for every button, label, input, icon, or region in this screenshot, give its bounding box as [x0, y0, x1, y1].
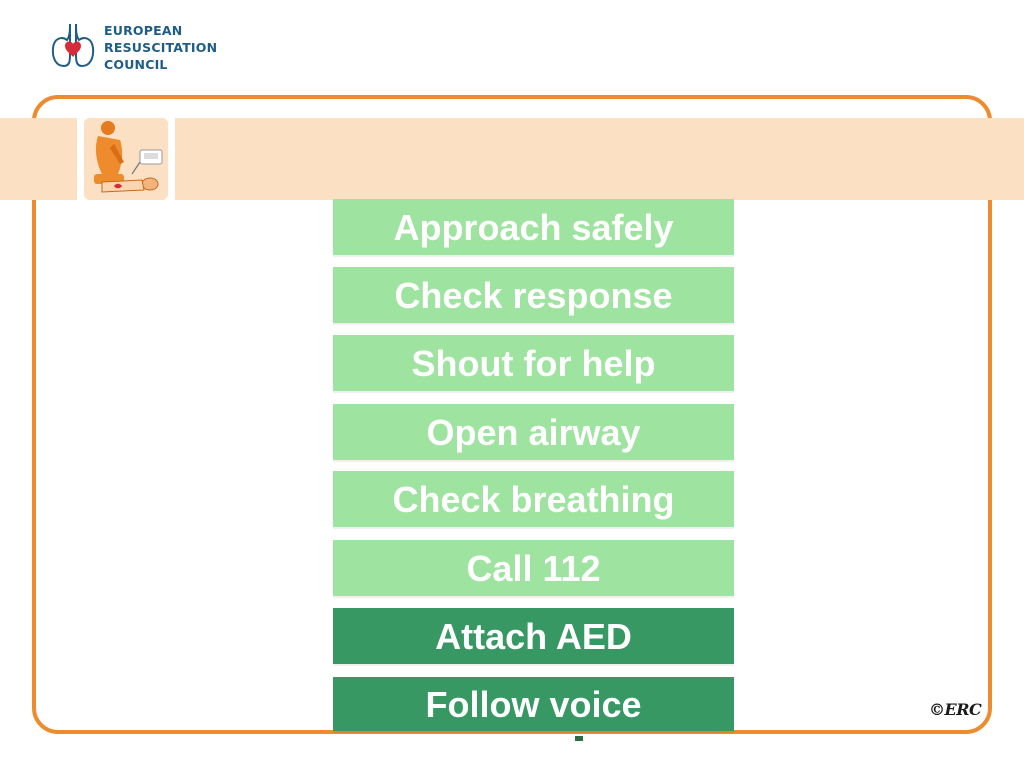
header-band-right: [175, 118, 1024, 200]
erc-lungs-heart-logo-icon: [50, 20, 98, 70]
header-band-left: [0, 118, 77, 200]
cpr-aed-illustration-icon: [84, 118, 168, 200]
step-call-112: Call 112: [333, 540, 734, 596]
step-check-response: Check response: [333, 267, 734, 323]
step-shout-for-help: Shout for help: [333, 335, 734, 391]
logo-line-council: COUNCIL: [104, 57, 168, 72]
step-overflow-fragment: [575, 736, 583, 741]
step-attach-aed: Attach AED: [333, 608, 734, 664]
cpr-illustration: [84, 118, 168, 200]
logo-line-resuscitation: RESUSCITATION: [104, 40, 218, 55]
erc-copyright: ©ERC: [929, 700, 982, 719]
erc-logo: [50, 20, 230, 72]
step-check-breathing: Check breathing: [333, 471, 734, 527]
step-approach-safely: Approach safely: [333, 199, 734, 255]
step-open-airway: Open airway: [333, 404, 734, 460]
step-follow-voice: Follow voice: [333, 677, 734, 731]
logo-line-european: EUROPEAN: [104, 23, 183, 38]
logo-text: [104, 22, 217, 73]
